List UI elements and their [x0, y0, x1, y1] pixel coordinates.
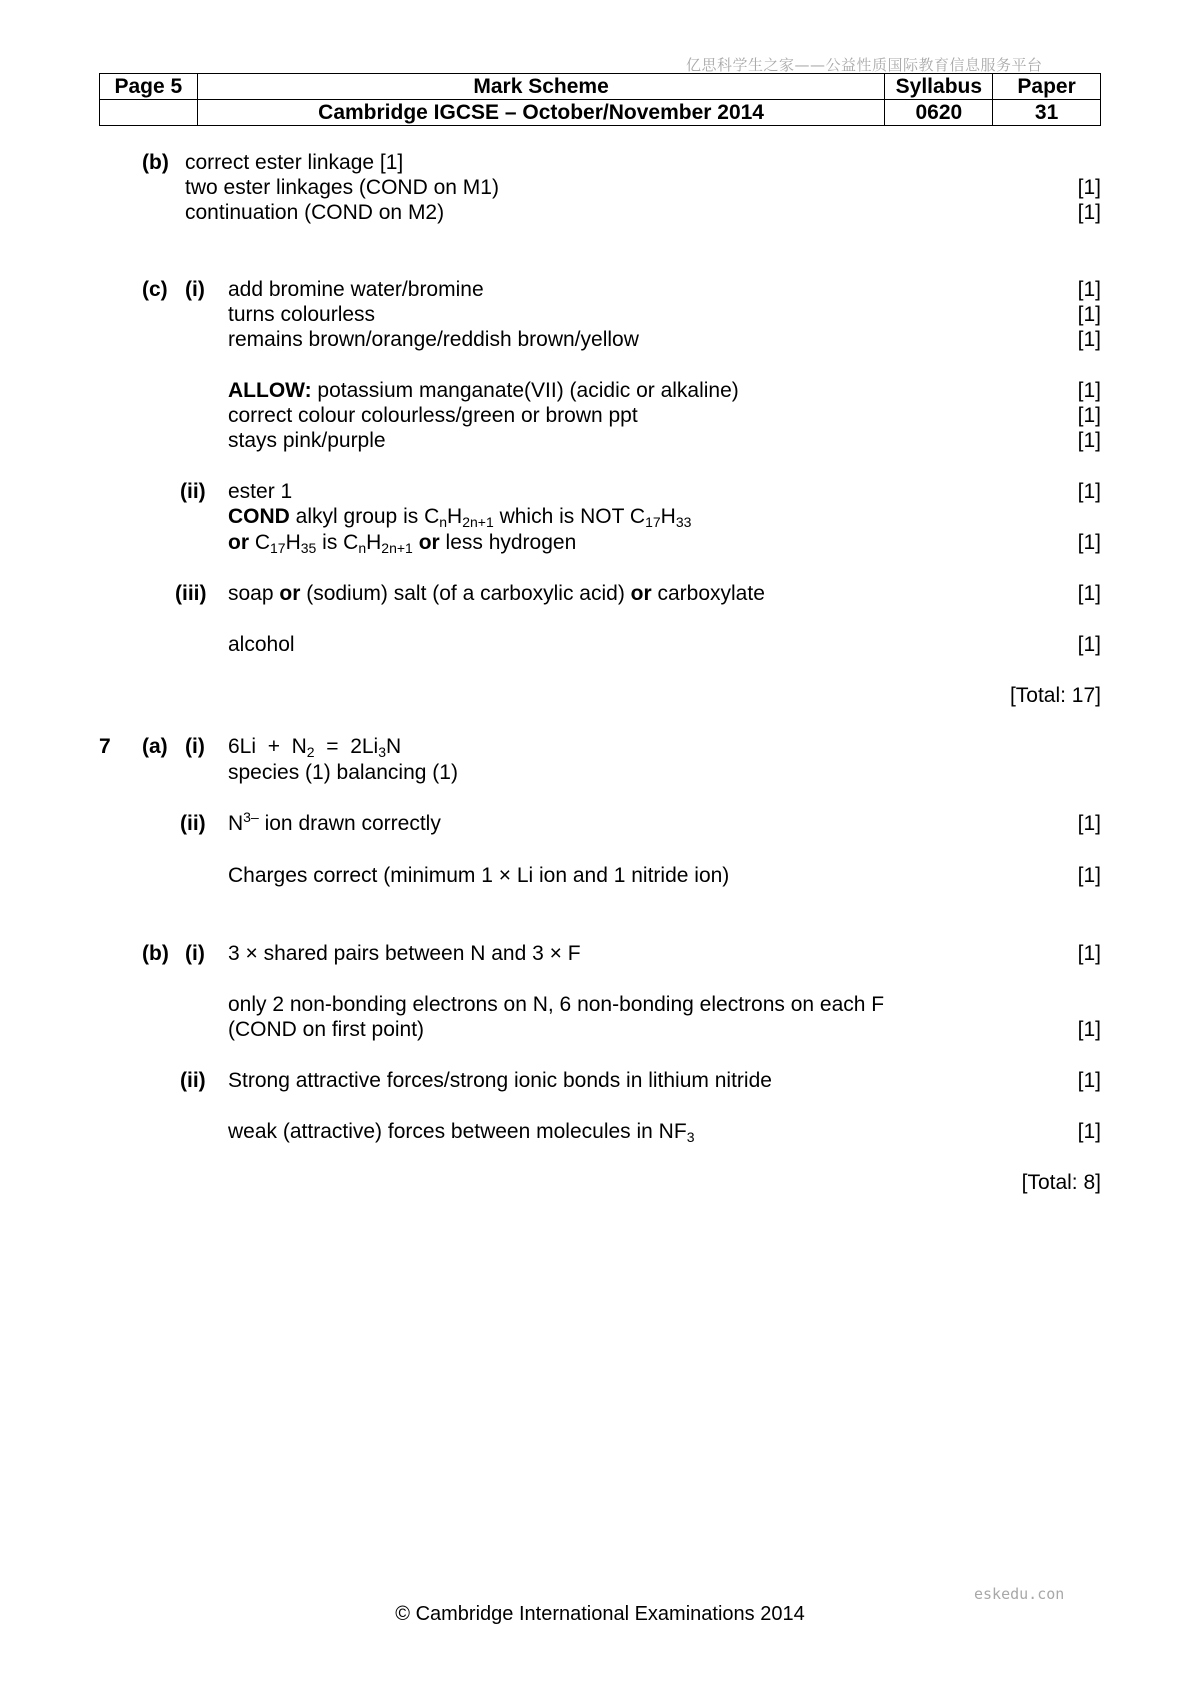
q7aii-line1: $N^{3-}$ ion drawn correctly	[228, 809, 441, 835]
q6b-label: (b)	[142, 151, 169, 174]
q7bi-mark1: [1]	[1077, 942, 1101, 965]
q6ci-label: (i)	[185, 278, 205, 301]
q6cii-line2: COND alkyl group is $C_nH_{2n+1}$ which is NOT $C_{17}H_{33}$	[228, 505, 692, 530]
q6b-line1: correct ester linkage [1]	[185, 151, 404, 174]
q6ci-line2: turns colourless	[228, 303, 376, 326]
q7bi-label: (i)	[185, 942, 205, 965]
paper-label: Paper	[993, 74, 1101, 100]
q6ci-mark2: [1]	[1077, 303, 1101, 326]
q6ciii-line2: alcohol	[228, 633, 295, 656]
q7bii-line2: weak (attractive) forces between molecules in $NF_3$	[228, 1120, 695, 1145]
syllabus-label: Syllabus	[885, 74, 993, 100]
q6ci-line5: correct colour colourless/green or brown ppt	[228, 404, 638, 427]
q7b-label: (b)	[142, 942, 169, 965]
or-keyword: or	[228, 531, 249, 554]
q6ci-mark3: [1]	[1077, 328, 1101, 351]
header-empty-cell	[100, 100, 198, 126]
q6b-mark2: [1]	[1077, 176, 1101, 199]
q6ci-mark1: [1]	[1077, 278, 1101, 301]
header-table	[99, 73, 1101, 126]
paper-number: 31	[993, 100, 1101, 126]
q7bi-line2: only 2 non-bonding electrons on N, 6 non-bonding electrons on each F	[228, 993, 885, 1016]
q7bii-mark1: [1]	[1077, 1069, 1101, 1092]
q6cii-line1: ester 1	[228, 480, 293, 503]
q6ciii-mark1: [1]	[1077, 582, 1101, 605]
q7aii-mark2: [1]	[1077, 864, 1101, 887]
q6ciii-mark2: [1]	[1077, 633, 1101, 656]
q6b-line2: two ester linkages (COND on M1)	[185, 176, 499, 199]
q6ci-mark5: [1]	[1077, 404, 1101, 427]
q7bi-line1: 3 × shared pairs between N and 3 × F	[228, 942, 581, 965]
cond-keyword: COND	[228, 505, 290, 528]
page-number: Page 5	[100, 74, 198, 100]
q7-number: 7	[99, 735, 111, 758]
q6ciii-line1: soap or (sodium) salt (of a carboxylic acid) or carboxylate	[228, 582, 765, 605]
q7ai-label: (i)	[185, 735, 205, 758]
q7bii-line1: Strong attractive forces/strong ionic bonds in lithium nitride	[228, 1069, 772, 1092]
q7aii-label: (ii)	[180, 812, 206, 835]
q6c-label: (c)	[142, 278, 168, 301]
q6ci-line1: add bromine water/bromine	[228, 278, 484, 301]
q7a-label: (a)	[142, 735, 168, 758]
q6b-mark3: [1]	[1077, 201, 1101, 224]
q7aii-line2: Charges correct (minimum 1 × Li ion and 1 nitride ion)	[228, 864, 730, 887]
q6ciii-label: (iii)	[175, 582, 207, 605]
q6b-line3: continuation (COND on M2)	[185, 201, 445, 224]
q6cii-mark2: [1]	[1077, 531, 1101, 554]
q6ci-allow-line	[228, 379, 739, 403]
q6ci-line6: stays pink/purple	[228, 429, 386, 452]
exam-name: Cambridge IGCSE – October/November 2014	[197, 100, 885, 126]
q7bii-mark2: [1]	[1077, 1120, 1101, 1143]
q7bi-line3: (COND on first point)	[228, 1018, 425, 1041]
q6-total: [Total: 17]	[1009, 684, 1101, 707]
q7-total: [Total: 8]	[1021, 1171, 1101, 1194]
copyright-footer: © Cambridge International Examinations 2014	[395, 1603, 805, 1625]
q7bii-label: (ii)	[180, 1069, 206, 1092]
q6cii-mark1: [1]	[1077, 480, 1101, 503]
doc-title: Mark Scheme	[197, 74, 885, 100]
allow-keyword: ALLOW:	[228, 379, 312, 402]
q6ci-line3: remains brown/orange/reddish brown/yellow	[228, 328, 639, 351]
q6cii-label: (ii)	[180, 480, 206, 503]
q7aii-mark1: [1]	[1077, 812, 1101, 835]
q7bi-mark2: [1]	[1077, 1018, 1101, 1041]
syllabus-code: 0620	[885, 100, 993, 126]
q7ai-line2: species (1) balancing (1)	[228, 761, 458, 784]
watermark-bottom: eskedu.con	[974, 1585, 1065, 1603]
q7ai-equation: $6Li + N_2 = 2Li_3N$	[228, 735, 402, 760]
q6cii-line3: or $C_{17}H_{35}$ is $C_nH_{2n+1}$ or less hydrogen	[228, 531, 577, 556]
q6ci-mark4: [1]	[1077, 379, 1101, 402]
watermark-top: 亿思科学生之家——公益性质国际教育信息服务平台	[686, 56, 1043, 74]
q6ci-line4: potassium manganate(VII) (acidic or alkaline)	[311, 379, 739, 402]
q6ci-mark6: [1]	[1077, 429, 1101, 452]
